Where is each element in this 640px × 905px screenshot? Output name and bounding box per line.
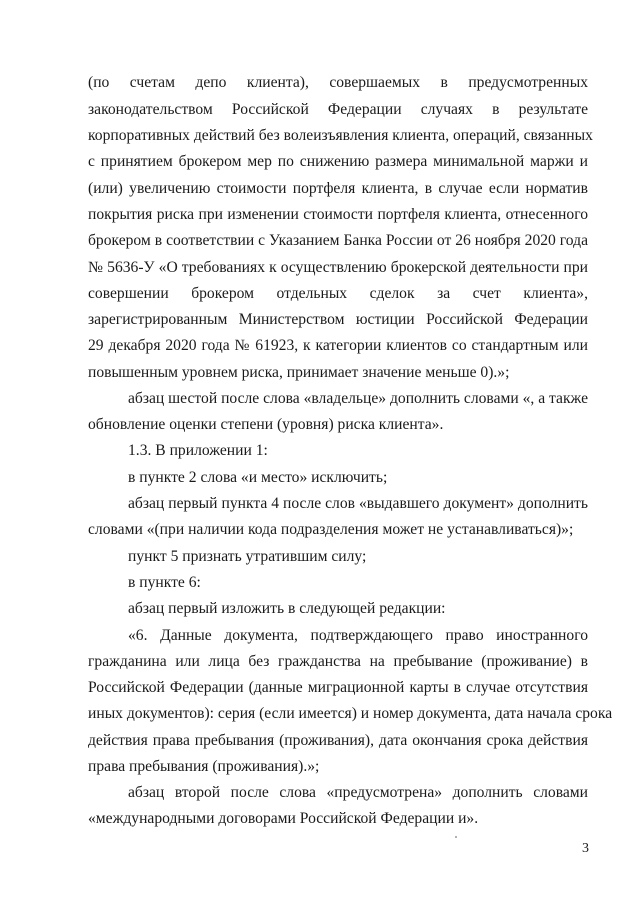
text-line: Российской Федерации (данные миграционной карты в случае отсутствия <box>88 679 588 696</box>
text-line: с принятием брокером мер по снижению размера минимальной маржи и <box>88 153 588 170</box>
paragraph-first-line: абзац первый пункта 4 после слов «выдавшего документ» дополнить <box>128 495 588 512</box>
text-line: словами «(при наличии кода подразделения может не устанавливаться)»; <box>88 521 574 538</box>
text-line: обновление оценки степени (уровня) риска клиента». <box>88 416 444 433</box>
paragraph-first-line: в пункте 6: <box>128 574 201 591</box>
text-line: 29 декабря 2020 года № 61923, к категории клиентов со стандартным или <box>88 337 588 354</box>
section-heading: 1.3. В приложении 1: <box>128 442 268 459</box>
text-line: корпоративных действий без волеизъявления клиента, операций, связанных <box>88 127 593 144</box>
page-number: 3 <box>582 841 589 856</box>
paragraph-first-line: «6. Данные документа, подтверждающего право иностранного <box>128 627 588 644</box>
text-line: повышенным уровнем риска, принимает значение меньше 0).»; <box>88 364 510 381</box>
text-line: гражданина или лица без гражданства на пребывание (проживание) в <box>88 653 588 670</box>
text-line: (по счетам депо клиента), совершаемых в предусмотренных <box>88 74 588 91</box>
text-line: брокером в соответствии с Указанием Банка России от 26 ноября 2020 года <box>88 232 588 249</box>
text-line: «международными договорами Российской Федерации и». <box>88 810 479 827</box>
text-line: иных документов): серия (если имеется) и номер документа, дата начала срока <box>88 705 613 722</box>
paragraph-first-line: в пункте 2 слова «и место» исключить; <box>128 469 388 486</box>
paragraph-first-line: абзац первый изложить в следующей редакции: <box>128 600 446 617</box>
text-line: права пребывания (проживания).»; <box>88 758 320 775</box>
text-line: (или) увеличению стоимости портфеля клиента, в случае если норматив <box>88 180 588 197</box>
paragraph-first-line: пункт 5 признать утратившим силу; <box>128 548 367 565</box>
scan-speck <box>455 836 457 838</box>
paragraph-first-line: абзац шестой после слова «владельце» дополнить словами «, а также <box>128 390 589 407</box>
text-line: законодательством Российской Федерации случаях в результате <box>88 101 588 118</box>
text-line: действия права пребывания (проживания), дата окончания срока действия <box>88 732 588 749</box>
text-line: совершении брокером отдельных сделок за счет клиента», <box>88 285 588 302</box>
text-line: покрытия риска при изменении стоимости портфеля клиента, отнесенного <box>88 206 588 223</box>
paragraph-first-line: абзац второй после слова «предусмотрена» дополнить словами <box>128 784 588 801</box>
text-line: № 5636-У «О требованиях к осуществлению брокерской деятельности при <box>88 259 588 276</box>
text-line: зарегистрированным Министерством юстиции Российской Федерации <box>88 311 588 328</box>
